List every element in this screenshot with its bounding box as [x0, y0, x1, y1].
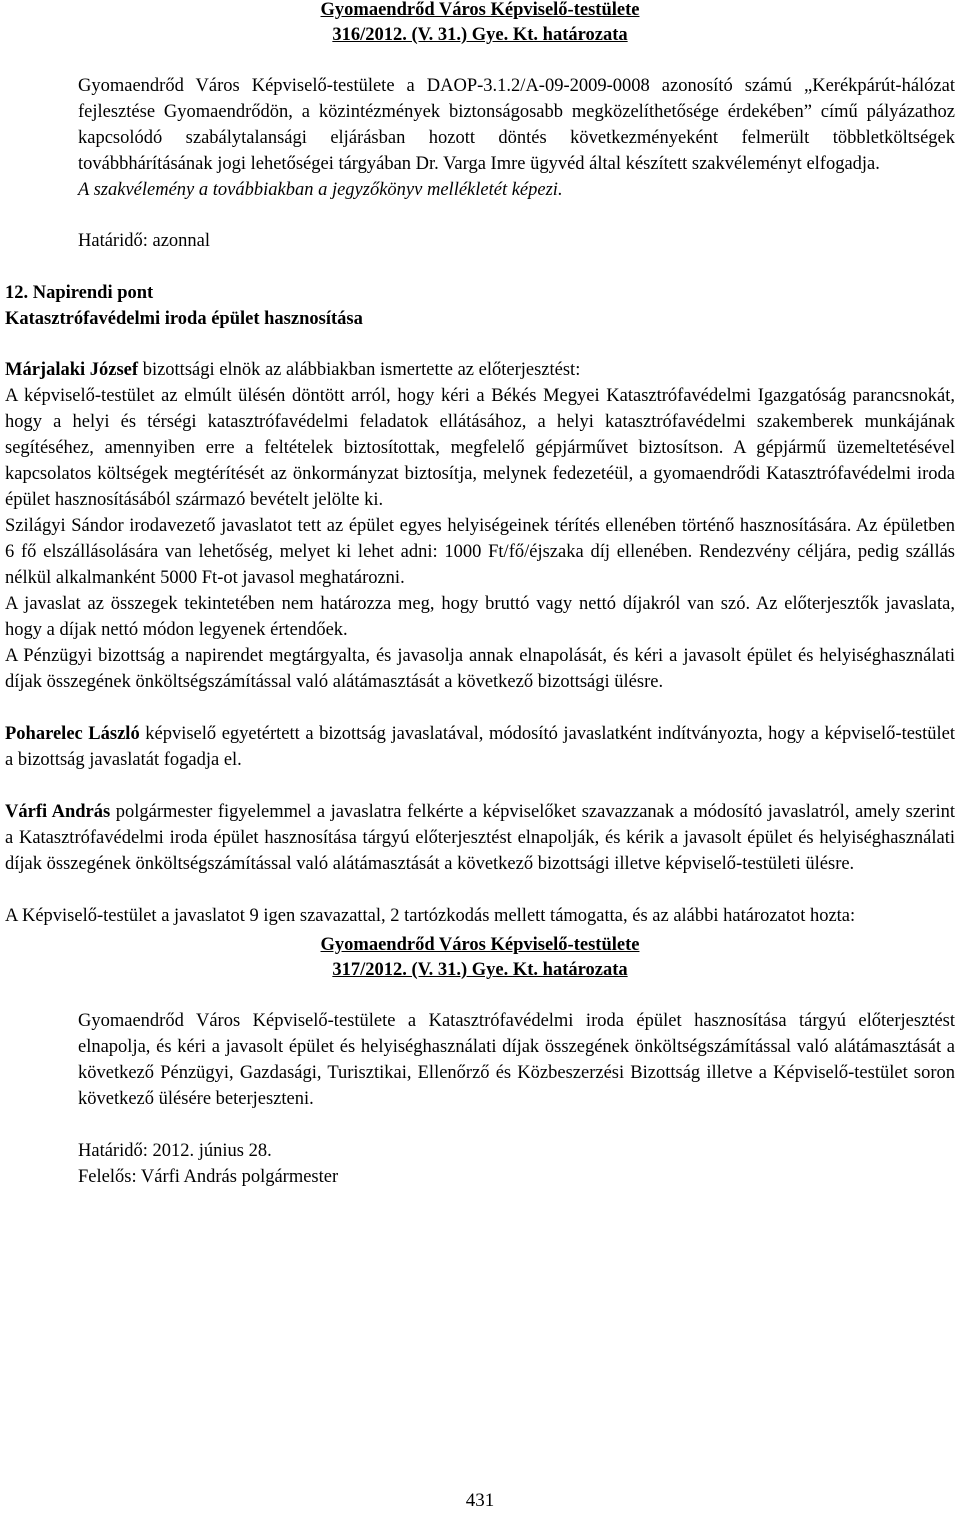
page-number: 431: [465, 1490, 495, 1511]
paragraph-3: A javaslat az összegek tekintetében nem határozza meg, hogy bruttó vagy nettó díjakról van szó. Az előterjesztők javaslata, hogy a díjak nettó módon legyenek értendőek.: [5, 594, 955, 640]
intro-speaker: Márjalaki József: [5, 360, 139, 380]
agenda-number: 12. Napirendi pont: [5, 283, 154, 303]
resolution-316-header-line1: Gyomaendrőd Város Képviselő-testülete: [320, 0, 640, 20]
resolution-317-deadline: Határidő: 2012. június 28.: [78, 1141, 272, 1161]
document-page: [5, 0, 955, 1190]
agenda-title: Katasztrófavédelmi iroda épület hasznosítása: [5, 309, 363, 329]
vote-paragraph: A Képviselő-testület a javaslatot 9 igen szavazattal, 2 tartózkodás mellett támogatta, és az alábbi határozatot hozta:: [5, 906, 856, 926]
paragraph-2: Szilágyi Sándor irodavezető javaslatot tett az épület egyes helyiségeinek térítés ellenében történő hasznosítására. Az épületben 6 fő elszállásolására van lehetőség, melyet ki lehet adni: 1000 Ft/fő/éjszaka díj ellenében. Rendezvény céljára, pedig szállás nélkül alkalmanként 5000 Ft-ot javasol meghatározni.: [5, 516, 955, 588]
varfi-paragraph: [5, 799, 955, 877]
intro-paragraph: [5, 357, 955, 383]
resolution-317-body: Gyomaendrőd Város Képviselő-testülete a Katasztrófavédelmi iroda épület hasznosítása tárgyú előterjesztést elnapolja, és kéri a javasolt épület és helyiséghasználati díjak összegének önköltségszámítással való alátámasztását a következő Pénzügyi, Gazdasági, Turisztikai, Ellenőrző és Közbeszerzési Bizottság illetve a Képviselő-testület soron következő ülésére beterjeszteni.: [78, 1011, 955, 1109]
resolution-316-header-line2: 316/2012. (V. 31.) Gye. Kt. határozata: [332, 25, 628, 45]
resolution-317-responsible: Felelős: Várfi András polgármester: [78, 1167, 339, 1187]
poharelec-paragraph: [5, 721, 955, 773]
intro-text: bizottsági elnök az alábbiakban ismertette az előterjesztést:: [138, 360, 581, 380]
resolution-317-header-line2: 317/2012. (V. 31.) Gye. Kt. határozata: [332, 960, 628, 980]
paragraph-1: A képviselő-testület az elmúlt ülésén döntött arról, hogy kéri a Békés Megyei Katasztrófavédelmi Igazgatóság parancsnokát, hogy a helyi és térségi katasztrófavédelmi feladatok ellátásához, a helyi katasztrófavédelmi szakemberek munkájának segítéséhez, amennyiben erre a feltételek biztosítottak, megfelelő gépjárművet biztosítson. A gépjármű üzemeltetésével kapcsolatos költségek megtérítését az önkormányzat biztosítja, melynek fedezetéül, a gyomaendrődi Katasztrófavédelmi iroda épület hasznosításából származó bevételt jelölte ki.: [5, 386, 955, 510]
resolution-316-deadline: Határidő: azonnal: [78, 231, 211, 251]
paragraph-4: A Pénzügyi bizottság a napirendet megtárgyalta, és javasolja annak elnapolását, és kéri a javasolt épület és helyiséghasználati díjak összegének önköltségszámítással való alátámasztását a következő bizottsági ülésre.: [5, 646, 955, 692]
resolution-317-header-line1: Gyomaendrőd Város Képviselő-testülete: [320, 935, 640, 955]
varfi-text: polgármester figyelemmel a javaslatra felkérte a képviselőket szavazzanak a módosító javaslatról, amely szerint a Katasztrófavédelmi iroda épület hasznosítása tárgyú előterjesztést elnapolják, és kérik a javasolt épület és helyiséghasználati díjak összegének önköltségszámítással való alátámasztását a következő bizottsági illetve képviselő-testületi ülésre.: [5, 802, 955, 874]
poharelec-speaker: Poharelec László: [5, 724, 140, 744]
varfi-speaker: Várfi András: [5, 802, 111, 822]
resolution-316-note: A szakvélemény a továbbiakban a jegyzőkönyv mellékletét képezi.: [78, 180, 563, 200]
poharelec-text: képviselő egyetértett a bizottság javaslatával, módosító javaslatként indítványozta, hogy a képviselő-testület a bizottság javaslatát fogadja el.: [5, 724, 956, 770]
resolution-316-body: Gyomaendrőd Város Képviselő-testülete a DAOP-3.1.2/A-09-2009-0008 azonosító számú „Kerékpárút-hálózat fejlesztése Gyomaendrődön, a közintézmények biztonságosabb megközelíthetősége érdekében” című pályázathoz kapcsolódó szabálytalansági eljárásban hozott döntés következményeként felmerült többletköltségek továbbhárításának jogi lehetőségei tárgyában Dr. Varga Imre ügyvéd által készített szakvéleményt elfogadja.: [78, 76, 955, 174]
